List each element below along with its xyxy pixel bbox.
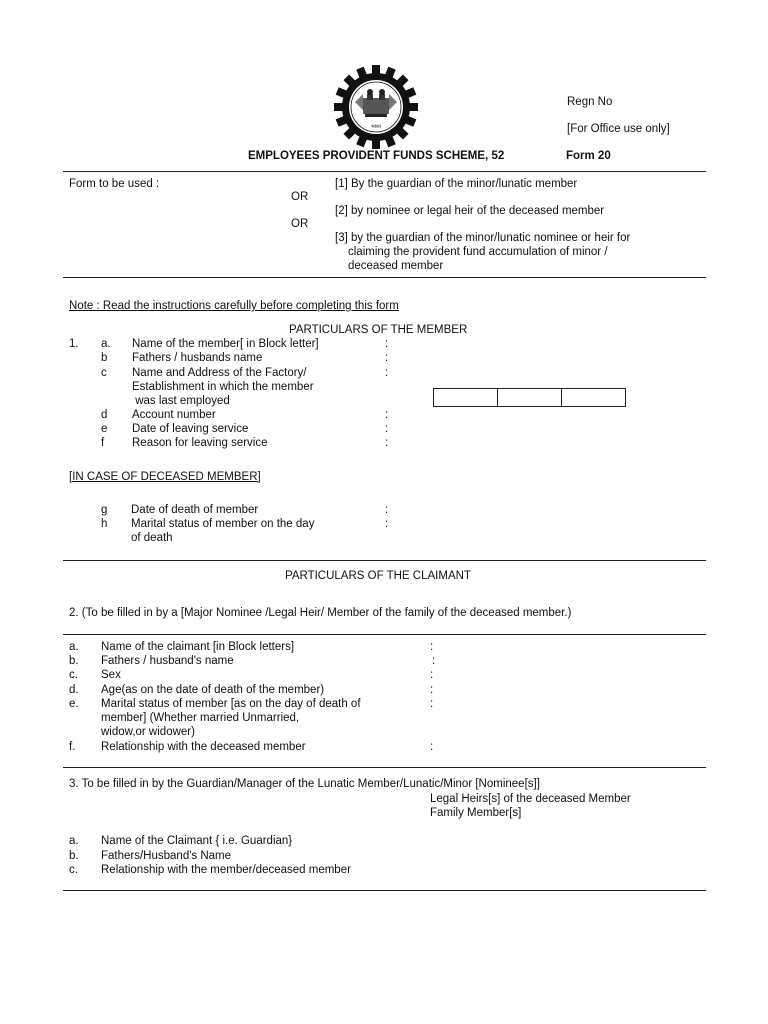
field-colon: : [432,655,436,667]
claimant-father-name-label: Fathers / husband's name [101,655,234,667]
claimant-section-heading: PARTICULARS OF THE CLAIMANT [285,570,471,582]
divider [63,277,706,278]
field-colon: : [430,741,434,753]
item-letter: h [101,518,108,530]
account-number-label: Account number [132,409,216,421]
form-use-option-1: [1] By the guardian of the minor/lunatic member [335,178,578,190]
field-colon: : [430,698,434,710]
item-letter: g [101,504,108,516]
item-letter: f [101,437,105,449]
item-letter: c. [69,669,78,681]
item-letter: a. [69,835,79,847]
guardian-intro-cont: Legal Heirs[s] of the deceased Member [430,793,631,805]
divider [63,890,706,891]
item-letter: f. [69,741,76,753]
marital-status-label: Marital status of member on the day [131,518,315,530]
item-letter: a. [101,338,111,350]
claimant-intro: 2. (To be filled in by a [Major Nominee /Legal Heir/ Member of the family of the deceased member.) [69,607,572,619]
member-section-heading: PARTICULARS OF THE MEMBER [289,324,468,336]
logo-caption: भारत [371,124,381,130]
form-use-option-3-cont: deceased member [348,260,444,272]
item-letter: e. [69,698,79,710]
item-letter: d [101,409,108,421]
item-letter: b. [69,655,79,667]
form-use-label: Form to be used : [69,178,160,190]
factory-address-label-cont: Establishment in which the member [132,381,314,393]
or-separator: OR [291,191,309,203]
factory-address-label: Name and Address of the Factory/ [132,367,307,379]
or-separator: OR [291,218,309,230]
box-divider [497,389,498,406]
section-number: 1. [69,338,79,350]
item-letter: d. [69,684,79,696]
regn-no-label: Regn No [567,96,613,108]
item-letter: e [101,423,108,435]
form-number: Form 20 [566,150,611,162]
claimant-marital-status-label: Marital status of member [as on the day of death of [101,698,361,710]
factory-address-label-cont: was last employed [132,395,230,407]
claimant-name-label: Name of the claimant [in Block letters] [101,641,295,653]
office-use-label: [For Office use only] [567,123,670,135]
divider [63,560,706,561]
field-colon: : [430,641,434,653]
item-letter: a. [69,641,79,653]
item-letter: b [101,352,108,364]
claimant-relationship-label: Relationship with the deceased member [101,741,306,753]
divider [63,767,706,768]
claimant-marital-status-label-cont: member] (Whether married Unmarried, [101,712,300,724]
account-number-boxes[interactable] [433,388,626,407]
instructions-note: Note : Read the instructions carefully before completing this form [69,300,399,312]
item-letter: b. [69,850,79,862]
date-of-death-label: Date of death of member [131,504,259,516]
member-father-name-label: Fathers / husbands name [132,352,263,364]
guardian-relationship-label: Relationship with the member/deceased member [101,864,351,876]
field-colon: : [385,518,389,530]
guardian-intro-cont: Family Member[s] [430,807,522,819]
scheme-title: EMPLOYEES PROVIDENT FUNDS SCHEME, 52 [248,150,505,162]
claimant-age-label: Age(as on the date of death of the member) [101,684,325,696]
field-colon: : [385,423,389,435]
form-use-option-3: [3] by the guardian of the minor/lunatic nominee or heir for [335,232,631,244]
epfo-emblem-logo [333,64,419,150]
guardian-intro: 3. To be filled in by the Guardian/Manager of the Lunatic Member/Lunatic/Minor [Nominee[s]] [69,778,540,790]
field-colon: : [385,338,389,350]
reason-leaving-label: Reason for leaving service [132,437,268,449]
field-colon: : [430,684,434,696]
item-letter: c [101,367,107,379]
guardian-father-name-label: Fathers/Husband's Name [101,850,232,862]
deceased-section-heading: [IN CASE OF DECEASED MEMBER] [69,471,261,483]
date-leaving-label: Date of leaving service [132,423,249,435]
field-colon: : [385,367,389,379]
guardian-name-label: Name of the Claimant { i.e. Guardian} [101,835,293,847]
field-colon: : [385,352,389,364]
field-colon: : [430,669,434,681]
field-colon: : [385,437,389,449]
field-colon: : [385,409,389,421]
box-divider [561,389,562,406]
marital-status-label-cont: of death [131,532,173,544]
claimant-sex-label: Sex [101,669,121,681]
member-name-label: Name of the member[ in Block letter] [132,338,319,350]
item-letter: c. [69,864,78,876]
claimant-marital-status-label-cont: widow,or widower) [101,726,195,738]
form-use-option-3-cont: claiming the provident fund accumulation of minor / [348,246,608,258]
divider [63,634,706,635]
field-colon: : [385,504,389,516]
form-use-option-2: [2] by nominee or legal heir of the deceased member [335,205,605,217]
divider [63,171,706,172]
